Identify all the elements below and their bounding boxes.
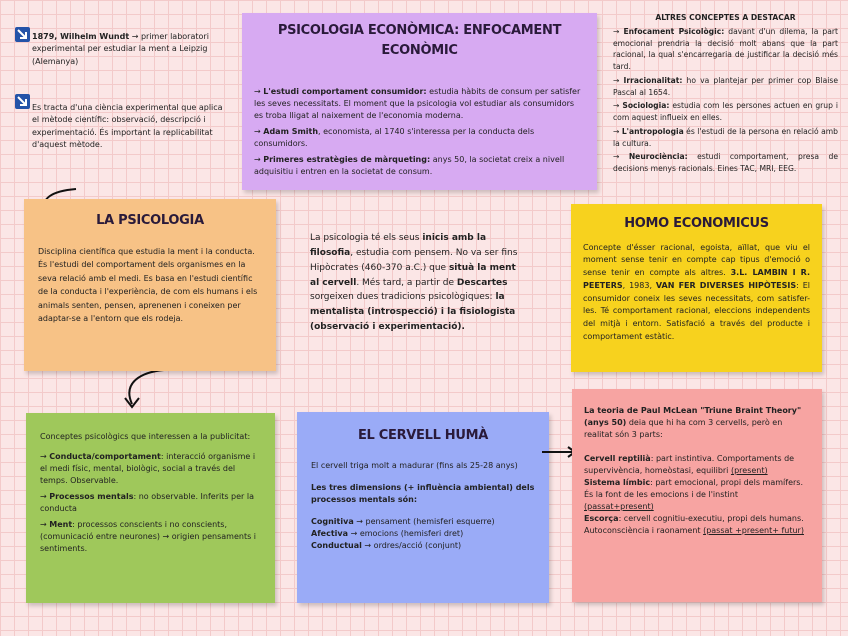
homo-economicus-text: Concepte d'ésser racional, egoista, aïllat, que viu el moment sense tenir en compte cap tipus d'emoció o sense tenir en compte als altres. 3.L. LAMBIN I R. PEETERS, 1983, VAN FER DIVERSES HIPÒTESIS: El consumidor coneix les seves necessitats, com satisfer-les. Té comportament racional, eleccions independents del mitjà i entorn. Satisfació a través del producte i comportament estàtic. (583, 242, 810, 342)
human-brain-title: EL CERVELL HUMÀ (357, 428, 489, 443)
homo-economicus-card (571, 204, 822, 372)
triune-brain-card (572, 389, 822, 602)
concept-mind: → Ment: processos conscients i no conscients, (comunicació entre neurones) → origien pensaments i sentiments. (40, 520, 257, 553)
advertising-intro: Conceptes psicològics que interessen a la publicitat: (40, 432, 251, 441)
title-card-heading: PSICOLOGIA ECONÒMICA: ENFOCAMENT ECONÒMIC (277, 23, 562, 58)
advertising-concepts-card (26, 413, 275, 603)
wundt-note: 1879, Wilhelm Wundt → primer laboratori experimental per estudiar la ment a Leipzig (Alemanya) (32, 32, 209, 66)
arrow-bullet-icon (15, 94, 30, 109)
method-note: Es tracta d'una ciència experimental que aplica el mètode científic: observació, descripció i experimentació. És important la replicabilitat d'aquest mètode. (32, 103, 223, 150)
dimension-affective: Afectiva → emocions (hemisferi dret) (311, 528, 464, 538)
brain-dimensions-text: Les tres dimensions (+ influència ambiental) dels processos mentals són: (311, 482, 535, 504)
center-history-text: La psicologia té els seus inicis amb la filosofia, estudia com pensem. No va ser fins Hipòcrates (460-370 a.C.) que situà la ment al cervell. Més tard, a partir de Descartes sorgeixen dues tradicions psicològiques: la mentalista (introspecció) i la fisiologista (observació i experimentació). (310, 233, 518, 333)
human-brain-card (297, 412, 549, 603)
concept-sociology: → Sociologia: estudia com les persones actuen en grup i com aquest influeix en elles. (613, 101, 838, 123)
other-concepts (613, 12, 838, 175)
curved-arrow-icon (112, 366, 172, 412)
triune-intro: La teoria de Paul McLean "Triune Braint Theory" (anys 50) deia que hi ha com 3 cervells, però en realitat són 3 parts: (584, 406, 802, 439)
concept-neuroscience: → Neurociència: estudi comportament, presa de decisions menys racionals. Eines TAC, MRI, EEG. (613, 152, 838, 174)
marketing-text: → Primeres estratègies de màrqueting: anys 50, la societat creix a nivell adquisitiu i entren en la societat de consum. (254, 155, 565, 176)
brain-maturation-text: El cervell triga molt a madurar (fins als 25-28 anys) (311, 460, 518, 470)
other-concepts-title: ALTRES CONCEPTES A DESTACAR (655, 13, 796, 22)
concept-mental-processes: → Processos mentals: no observable. Inferits per la conducta (40, 492, 255, 513)
psychology-card (24, 199, 276, 371)
dimension-conductual: Conductual → ordres/acció (conjunt) (311, 540, 462, 550)
title-card (242, 13, 597, 190)
arrow-bullet-icon (15, 27, 30, 42)
concept-anthropology: → L'antropologia és l'estudi de la persona en relació amb la cultura. (613, 126, 838, 148)
consumer-study-text: → L'estudi comportament consumidor: estudia hàbits de consum per satisfer les seves necessitats. El moment que la psicologia vol estudiar als consumidors es troba lligat al naixement de l'economia moderna. (254, 87, 581, 120)
concept-irrationality: → Irracionalitat: ho va plantejar per primer cop Blaise Pascal al 1654. (613, 75, 838, 97)
concept-psychological: → Enfocament Psicològic: davant d'un dilema, la part emocional prendria la decisió molt abans que la part racional, la qual s'encarregaria de justificar la decisió més tard. (613, 26, 838, 72)
adam-smith-text: → Adam Smith, economista, al 1740 s'interessa per la conducta dels consumidors. (254, 127, 535, 148)
homo-economicus-title: HOMO ECONOMICUS (624, 216, 769, 231)
cortex-text: Escorça: cervell cognitiu-executiu, propi dels humans. Autoconsciència i raonament (passat +present+ futur) (584, 514, 804, 535)
limbic-system-text: Sistema límbic: part emocional, propi dels mamífers. És la font de les emocions i de l'instint (passat+present) (584, 478, 803, 511)
dimension-cognitive: Cognitiva → pensament (hemisferi esquerre) (311, 516, 495, 526)
psychology-title: LA PSICOLOGIA (96, 213, 204, 228)
reptilian-brain-text: Cervell reptilià: part instintiva. Comportaments de supervivència, homeòstasi, equilibri (present) (584, 454, 795, 475)
psychology-text: Disciplina científica que estudia la ment i la conducta. És l'estudi del comportament dels organismes en la seva relació amb el medi. Es basa en l'estudi científic de la conducta i l'experiència, de com els humans i els animals senten, pensen, aprenenen i coneixen per adaptar-se a l'entorn que els rodeja. (38, 246, 258, 324)
concept-behaviour: → Conducta/comportament: interacció organisme i el medi físic, mental, biològic, social a través del temps. Observable. (40, 452, 256, 485)
